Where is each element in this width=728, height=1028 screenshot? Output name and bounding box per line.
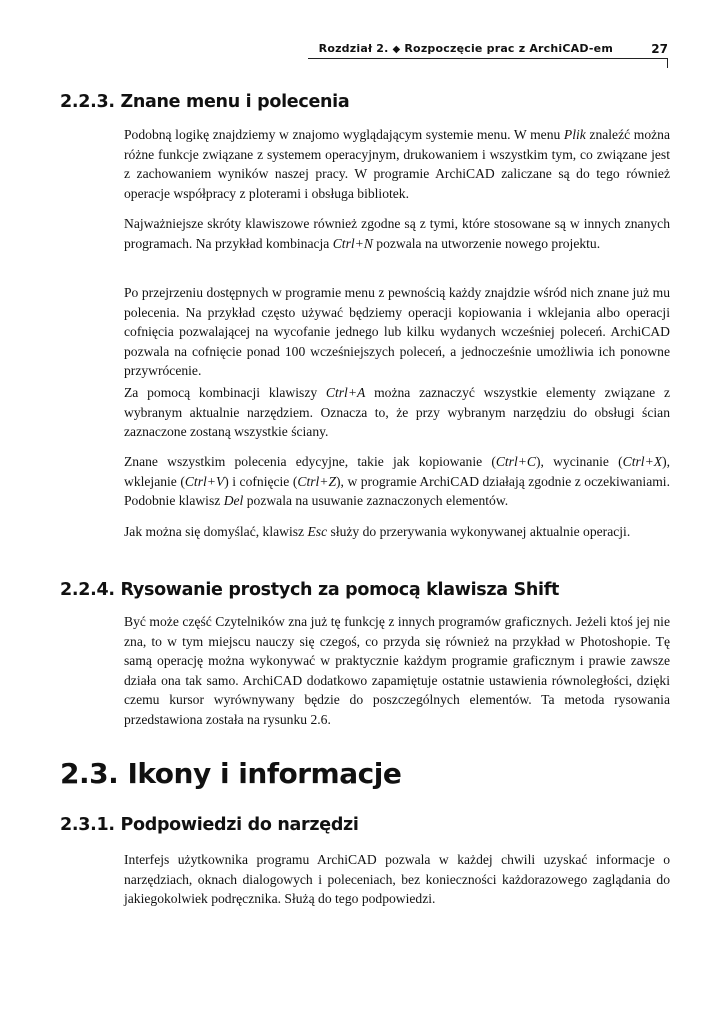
paragraph: [124, 522, 670, 542]
diamond-icon: ◆: [392, 44, 401, 55]
header-rule-tick: [667, 58, 668, 68]
page-number: 27: [651, 42, 668, 56]
header-title: [319, 42, 613, 55]
header-rule: [308, 58, 668, 59]
chapter-heading-2-3: 2.3. Ikony i informacje: [60, 757, 402, 790]
paragraph-text: Najważniejsze skróty klawiszowe również zgodne są z tymi, które stosowane są w innych znanych programach. Na przykład kombinacja Ctrl+N pozwala na utworzenie nowego projektu.: [124, 216, 670, 251]
paragraph: [124, 283, 670, 381]
chapter-label: Rozdział 2.: [318, 42, 389, 55]
section-heading-2-2-4: 2.2.4. Rysowanie prostych za pomocą klawisza Shift: [60, 580, 560, 600]
paragraph-text: Znane wszystkim polecenia edycyjne, takie jak kopiowanie (Ctrl+C), wycinanie (Ctrl+X), wklejanie (Ctrl+V) i cofnięcie (Ctrl+Z), w programie ArchiCAD działają zgodnie z oczekiwaniami. Podobnie klawisz Del pozwala na usuwanie zaznaczonych elementów.: [124, 454, 670, 509]
paragraph: [124, 612, 670, 730]
paragraph-text: Po przejrzeniu dostępnych w programie menu z pewnością każdy znajdzie wśród nich znane już mu polecenia. Na przykład często używać będziemy operacji kopiowania i wklejania albo operacji cofnięcia pozwalającej na wycofanie jednego lub kilku wydanych wcześniej poleceń. ArchiCAD pozwala na cofnięcie ponad 100 wcześniejszych poleceń, a jednocześnie umożliwia ich ponowne przywrócenie.: [124, 285, 670, 379]
paragraph-text: Interfejs użytkownika programu ArchiCAD pozwala w każdej chwili uzyskać informacje o narzędziach, oknach dialogowych i poleceniach, bez konieczności każdorazowego zaglądania do jakiegokolwiek podręcznika. Służą do tego podpowiedzi.: [124, 852, 670, 907]
section-heading-2-3-1: 2.3.1. Podpowiedzi do narzędzi: [60, 815, 359, 835]
paragraph-text: Za pomocą kombinacji klawiszy Ctrl+A można zaznaczyć wszystkie elementy związane z wybranym aktualnie narzędziem. Oznacza to, że przy wybranym narzędziu do obsługi ścian zaznaczone zostaną wszystkie ściany.: [124, 385, 670, 440]
paragraph: [124, 214, 670, 253]
chapter-title: Rozpoczęcie prac z ArchiCAD-em: [404, 42, 613, 55]
section-heading-2-2-3: 2.2.3. Znane menu i polecenia: [60, 92, 350, 112]
paragraph: [124, 850, 670, 909]
paragraph-text: Podobną logikę znajdziemy w znajomo wyglądającym systemie menu. W menu Plik znaleźć można różne funkcje związane z systemem operacyjnym, drukowaniem i wszystkim tym, co związane jest z zachowaniem wyników naszej pracy. W programie ArchiCAD zaliczane są do tego również operacje współpracy z ploterami i obsługa bibliotek.: [124, 127, 670, 201]
paragraph: [124, 125, 670, 203]
paragraph-text: Jak można się domyślać, klawisz Esc służy do przerywania wykonywanej aktualnie operacji.: [124, 524, 631, 539]
paragraph-text: Być może część Czytelników zna już tę funkcję z innych programów graficznych. Jeżeli ktoś jej nie zna, to w tym miejscu nauczy się czegoś, co przyda się również na przykład w Photoshopie. Tę samą operację można wykonywać w praktycznie każdym programie graficznym i prawie zawsze działa ona tak samo. ArchiCAD dodatkowo zapamiętuje ostatnie ustawienia równoległości, dzięki czemu kursor wyrównywany będzie do poszczególnych elementów. Ta metoda rysowania przedstawiona została na rysunku 2.6.: [124, 614, 670, 727]
paragraph: [124, 452, 670, 511]
paragraph: [124, 383, 670, 442]
